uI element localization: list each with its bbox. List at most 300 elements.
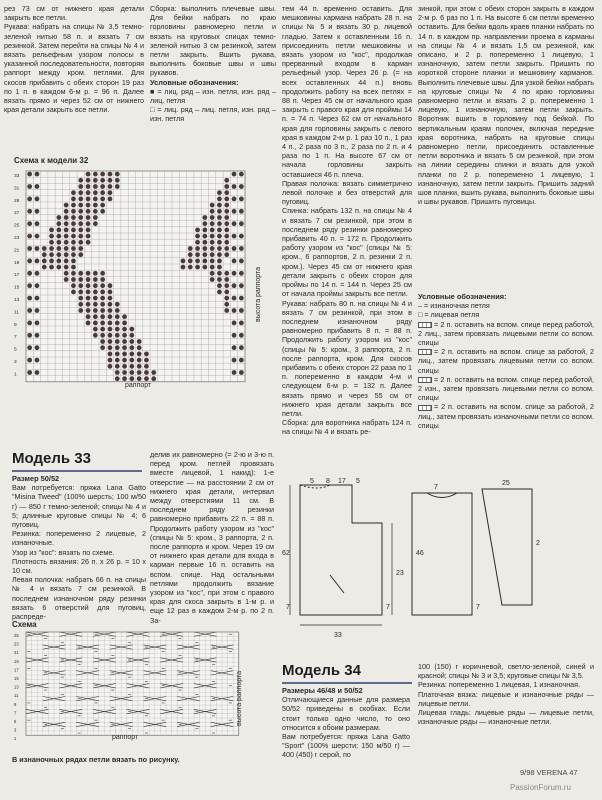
stitch-dot [188, 252, 193, 257]
paragraph: Лицевая гладь: лицевые ряды — лицевые петли, изнаночные ряды — изнаночные петли. [418, 708, 594, 727]
stitch-dot [239, 358, 244, 363]
stitch-dot [224, 277, 229, 282]
stitch-dot [129, 339, 134, 344]
paragraph: Резинка: попеременно 2 лицевые, 2 изнаночные. [12, 529, 146, 548]
stitch-dot [78, 190, 83, 195]
stitch-dot [56, 259, 61, 264]
stitch-dot [78, 290, 83, 295]
dim-label: 7 [434, 484, 438, 491]
stitch-dot [108, 358, 113, 363]
stitch-dot [49, 240, 54, 245]
dim-label: 2 [536, 540, 540, 547]
watermark: PassionForum.ru [510, 783, 571, 792]
stitch-dot [115, 178, 120, 183]
schema33-grid [12, 630, 274, 762]
stitch-dot [64, 209, 69, 214]
stitch-dot [71, 252, 76, 257]
stitch-dot [27, 296, 32, 301]
stitch-dot [224, 308, 229, 313]
paragraph: Резинка: попеременно 1 лицевая, 1 изнаночная. [418, 680, 581, 690]
stitch-dot [232, 197, 237, 202]
stitch-dot [210, 246, 215, 251]
paragraph: Сборка: для воротника набрать 124 п. на спицы № 4 и вязать ре- [282, 418, 412, 437]
stitch-dot [115, 308, 120, 313]
stitch-dot [115, 358, 120, 363]
dim-label: 7 [476, 604, 480, 611]
stitch-dot [232, 370, 237, 375]
stitch-dot [239, 308, 244, 313]
stitch-dot [93, 172, 98, 177]
stitch-dot [239, 221, 244, 226]
row-number: 23 [14, 236, 20, 241]
stitch-dot [71, 215, 76, 220]
stitch-dot [27, 246, 32, 251]
stitch-dot [71, 203, 76, 208]
model32-sleeves-text [4, 4, 144, 134]
stitch-dot [93, 314, 98, 319]
row-number: 11 [14, 310, 19, 316]
stitch-dot [195, 252, 200, 257]
stitch-dot [224, 197, 229, 202]
stitch-dot [78, 308, 83, 313]
stitch-dot [27, 308, 32, 313]
stitch-dot [35, 172, 40, 177]
stitch-dot [239, 234, 244, 239]
stitch-dot [115, 184, 120, 189]
paragraph: зинкой, при этом с обеих сторон закрыть в каждом 2-м р. 6 раз по 1 п. На высоте 6 см петли временно оставить. Для бейки вдоль краев планки набрать по 14 п. в каждом пр. направлении проема в карманы на спицы № 4 и вязать 1,5 см резинкой, как описано, и 2 р. попеременно 1 лицевую, 1 изнаночную, затем петли закрыть. Пришить по короткой стороне планки и мешковину карманов. Выполнить плечевые швы. Для узкой бейки набрать на круговые спицы № 4 по краю горловины равномерно петли и вязать 2 р. попеременно 1 лицевую, 1 изнаночную, затем петли закрыть. Воротник вшить в горловину под бейкой. По вертикальным краям полочек, включая передние края воротника, набрать на круговые спицы равномерно петли, присоединить оставленные петли воротника и вязать 5 см резинкой, при этом на линии середины спинки и вязать для узкой планки по 2 р. попеременно 1 лицевую, 1 изнаночную, затем петли закрыть. Пришить задний шов планки, вшить рукава, выполнить боковые швы и швы рукавов. Пришить пуговицы. [418, 4, 594, 207]
stitch-dot [49, 246, 54, 251]
stitch-dot [232, 184, 237, 189]
stitch-dot [108, 321, 113, 326]
stitch-dot [217, 221, 222, 226]
stitch-dot [224, 234, 229, 239]
stitch-dot [210, 221, 215, 226]
stitch-dot [78, 197, 83, 202]
stitch-dot [100, 190, 105, 195]
stitch-dot [122, 321, 127, 326]
stitch-dot [49, 234, 54, 239]
stitch-dot [35, 259, 40, 264]
cable-symbol-icon [418, 377, 432, 383]
stitch-dot [78, 246, 83, 251]
row-number: 27 [14, 211, 20, 217]
stitch-dot [27, 345, 32, 350]
stitch-dot [108, 197, 113, 202]
stitch-dot [100, 302, 105, 307]
model33-continued-text [282, 4, 412, 474]
legend-item: – = изнаночная петля [418, 301, 490, 311]
legend-item: □ = лиц. ряд – лиц. петля, изн. ряд – изн. петля [150, 105, 276, 124]
paragraph: 100 (150) г коричневой, светло-зеленой, синей и красной; спицы № 3 и 3,5; круговые спицы № 3,5. [418, 662, 594, 681]
model32-assembly-text [150, 4, 276, 144]
stitch-dot [93, 221, 98, 226]
stitch-dot [217, 203, 222, 208]
stitch-dot [129, 364, 134, 369]
stitch-dot [108, 302, 113, 307]
stitch-dot [115, 364, 120, 369]
stitch-dot [122, 376, 127, 381]
stitch-dot [210, 252, 215, 257]
stitch-dot [78, 296, 83, 301]
stitch-dot [232, 271, 237, 276]
stitch-dot [78, 184, 83, 189]
dim-label: 23 [396, 570, 404, 577]
stitch-dot [115, 376, 120, 381]
stitch-dot [35, 333, 40, 338]
stitch-dot [232, 308, 237, 313]
stitch-dot [144, 352, 149, 357]
row-number: 25 [14, 633, 19, 638]
stitch-dot [35, 234, 40, 239]
stitch-dot [108, 296, 113, 301]
dim-label: 5 [356, 478, 360, 485]
stitch-dot [86, 277, 91, 282]
stitch-dot [78, 221, 83, 226]
stitch-dot [115, 333, 120, 338]
stitch-dot [232, 246, 237, 251]
stitch-dot [195, 240, 200, 245]
stitch-dot [232, 221, 237, 226]
stitch-dot [224, 283, 229, 288]
stitch-dot [232, 259, 237, 264]
stitch-dot [108, 352, 113, 357]
schema32-title: Схема к модели 32 [14, 156, 89, 165]
row-number: 1 [14, 372, 17, 378]
legend-title: Условные обозначения: [150, 77, 239, 87]
stitch-dot [115, 314, 120, 319]
stitch-dot [217, 234, 222, 239]
stitch-dot [86, 209, 91, 214]
stitch-dot [129, 333, 134, 338]
stitch-dot [100, 203, 105, 208]
stitch-dot [64, 265, 69, 270]
stitch-dot [217, 290, 222, 295]
stitch-dot [202, 215, 207, 220]
dim-label: 7 [286, 604, 290, 611]
dim-label: 7 [386, 604, 390, 611]
row-number: 15 [14, 285, 20, 291]
stitch-dot [137, 358, 142, 363]
stitch-dot [210, 271, 215, 276]
stitch-dot [93, 296, 98, 301]
stitch-dot [56, 234, 61, 239]
pocket-line [330, 575, 344, 593]
stitch-dot [93, 178, 98, 183]
stitch-dot [137, 376, 142, 381]
stitch-dot [27, 209, 32, 214]
stitch-dot [93, 190, 98, 195]
row-number: 29 [14, 198, 20, 204]
stitch-dot [108, 345, 113, 350]
model34-title: Модель 34 [282, 662, 361, 679]
stitch-dot [195, 259, 200, 264]
stitch-dot [122, 370, 127, 375]
stitch-dot [86, 215, 91, 220]
stitch-dot [78, 271, 83, 276]
stitch-dot [100, 345, 105, 350]
stitch-dot [239, 259, 244, 264]
dim-label: 33 [334, 632, 342, 639]
stitch-dot [224, 290, 229, 295]
stitch-dot [202, 259, 207, 264]
dim-label: 5 [310, 478, 314, 485]
sweater-pattern-diagram [282, 475, 598, 645]
stitch-dot [27, 259, 32, 264]
stitch-dot [71, 259, 76, 264]
stitch-dot [100, 290, 105, 295]
stitch-dot [232, 333, 237, 338]
model33-legend [418, 292, 594, 442]
stitch-dot [100, 327, 105, 332]
sizes: Размеры 46/48 и 50/52 [282, 686, 363, 695]
stitch-dot [86, 321, 91, 326]
stitch-dot [202, 246, 207, 251]
stitch-dot [86, 203, 91, 208]
paragraph: Вам потребуется: пряжа Lana Gatto "Sport" (100% шерсти; 150 м/50 г) — 400 (450) г серой, по [282, 732, 410, 760]
row-number: 17 [14, 273, 20, 279]
stitch-dot [56, 215, 61, 220]
stitch-dot [64, 277, 69, 282]
stitch-dot [224, 240, 229, 245]
stitch-dot [181, 259, 186, 264]
stitch-dot [86, 314, 91, 319]
stitch-dot [100, 271, 105, 276]
stitch-dot [151, 376, 156, 381]
stitch-dot [35, 197, 40, 202]
dim-label: 62 [282, 550, 290, 557]
stitch-dot [49, 265, 54, 270]
paragraph: Платочная вязка: лицевые и изнаночные ряды — лицевые петли. [418, 689, 594, 708]
stitch-dot [64, 259, 69, 264]
legend-item: □ = лицевая петля [418, 310, 480, 320]
stitch-dot [129, 352, 134, 357]
stitch-dot [27, 358, 32, 363]
stitch-dot [115, 172, 120, 177]
row-number: 25 [14, 223, 20, 229]
stitch-dot [188, 265, 193, 270]
stitch-dot [71, 290, 76, 295]
stitch-dot [86, 302, 91, 307]
stitch-dot [232, 234, 237, 239]
stitch-dot [210, 203, 215, 208]
stitch-dot [93, 215, 98, 220]
stitch-dot [35, 283, 40, 288]
stitch-dot [108, 283, 113, 288]
stitch-dot [217, 190, 222, 195]
stitch-dot [27, 172, 32, 177]
stitch-dot [78, 277, 83, 282]
stitch-dot [100, 277, 105, 282]
front-piece-outline [300, 485, 382, 615]
stitch-dot [78, 215, 83, 220]
stitch-dot [71, 234, 76, 239]
model34-intro-text [282, 686, 410, 782]
model33-left-front-text [150, 450, 274, 625]
stitch-dot [122, 358, 127, 363]
stitch-dot [100, 283, 105, 288]
stitch-dot [64, 215, 69, 220]
stitch-dot [224, 215, 229, 220]
stitch-dot [217, 277, 222, 282]
dim-label: 46 [416, 550, 424, 557]
stitch-dot [64, 203, 69, 208]
stitch-dot [42, 265, 47, 270]
schema33-note: В изнаночных рядах петли вязать по рисунку. [12, 755, 180, 764]
stitch-dot [71, 265, 76, 270]
stitch-dot [86, 172, 91, 177]
stitch-dot [224, 296, 229, 301]
stitch-dot [100, 172, 105, 177]
stitch-dot [115, 302, 120, 307]
stitch-dot [224, 203, 229, 208]
stitch-dot [108, 364, 113, 369]
stitch-dot [217, 197, 222, 202]
stitch-dot [239, 197, 244, 202]
dim-label: 17 [338, 478, 346, 485]
stitch-dot [86, 184, 91, 189]
row-number: 7 [14, 335, 17, 341]
stitch-dot [71, 277, 76, 282]
stitch-dot [224, 209, 229, 214]
stitch-dot [224, 271, 229, 276]
stitch-dot [27, 184, 32, 189]
stitch-dot [137, 364, 142, 369]
row-number: 3 [14, 727, 17, 733]
paragraph: Отличающиеся данные для размера 50/52 приведены в скобках. Если стоит только одно число, то оно относится к обоим размерам. [282, 695, 410, 732]
stitch-dot [64, 234, 69, 239]
stitch-dot [224, 228, 229, 233]
paragraph: Левая полочка: набрать 66 п. на спицы № 4 и вязать 7 см резинкой. В последнем изнаночном ряду резинки вязать 6 отверстий для пуговиц, распреде- [12, 575, 146, 622]
stitch-dot [224, 302, 229, 307]
stitch-dot [144, 370, 149, 375]
stitch-dot [100, 308, 105, 313]
stitch-dot [122, 352, 127, 357]
stitch-dot [239, 333, 244, 338]
stitch-dot [35, 221, 40, 226]
stitch-dot [93, 302, 98, 307]
stitch-dot [239, 172, 244, 177]
stitch-dot [100, 178, 105, 183]
row-number: 31 [14, 186, 20, 192]
paragraph: Сборка: выполнить плечевые швы. Для бейки набрать по краю горловины равномерно петли и вязать на круговых спицах темно-зеленой нитью 3 см резинкой, затем петли закрыть. Вшить рукава, выполнить боковые швы и швы рукавов. [150, 4, 276, 78]
stitch-dot [202, 240, 207, 245]
stitch-dot [78, 228, 83, 233]
stitch-dot [232, 345, 237, 350]
stitch-dot [93, 333, 98, 338]
stitch-dot [71, 240, 76, 245]
stitch-dot [239, 345, 244, 350]
stitch-dot [56, 240, 61, 245]
stitch-dot [217, 209, 222, 214]
stitch-dot [108, 184, 113, 189]
stitch-dot [78, 240, 83, 245]
schema33-rapport-label: раппорт [112, 734, 139, 741]
row-number: 13 [14, 298, 20, 303]
stitch-dot [210, 277, 215, 282]
stitch-dot [71, 209, 76, 214]
stitch-dot [129, 358, 134, 363]
stitch-dot [100, 333, 105, 338]
stitch-dot [93, 308, 98, 313]
paragraph: Узор из "кос": вязать по схеме. [12, 547, 115, 557]
stitch-dot [100, 321, 105, 326]
stitch-dot [239, 370, 244, 375]
stitch-dot [195, 246, 200, 251]
stitch-dot [188, 259, 193, 264]
legend-item: = 2 п. оставить на вспом. спице за работой, 2 лиц., затем провязать изнаночными петли со вспом. спицы [418, 402, 594, 430]
stitch-dot [217, 240, 222, 245]
model33-title: Модель 33 [12, 450, 91, 467]
stitch-dot [86, 197, 91, 202]
stitch-dot [78, 178, 83, 183]
stitch-dot [137, 370, 142, 375]
stitch-dot [210, 209, 215, 214]
stitch-dot [93, 271, 98, 276]
stitch-dot [49, 252, 54, 257]
stitch-dot [64, 221, 69, 226]
stitch-dot [93, 327, 98, 332]
stitch-dot [42, 259, 47, 264]
stitch-dot [56, 252, 61, 257]
stitch-dot [224, 221, 229, 226]
row-number: 5 [14, 719, 17, 724]
row-number: 33 [14, 174, 20, 179]
stitch-dot [86, 290, 91, 295]
paragraph: Рукава: набрать на спицы № 3,5 темно-зеленой нитью 58 п. и вязать 7 см резинкой. Затем перейти на спицы № 4 и вязать рельефным узором полосы в указанной последовательности, повторяя раппорт между кром. петлями. Для скосов прибавить с обеих сторон 19 раз по 1 п. в каждом 6-м р. = 96 п. Далее вязать прямо и через 52 см от нижнего края детали закрыть все петли. [4, 22, 144, 115]
stitch-dot [217, 259, 222, 264]
paragraph: делив их равномерно (= 2-ю и 3-ю п. перед кром. петлей провязать вместе лицевой, 1 накид): 1-е отверстие — на расстоянии 2 см от нижнего края детали, интервал между отверстиями 11 см. В последнем ряду резинки равномерно прибавить 22 п. = 88 п. Продолжить работу узором из "кос" (спицы № 5: кром., 3 раппорта, 2 п. после раппорта и кром. Через 19 см от нижнего края детали для входа в карман первые 16 п. оставить на вспом. спице. Над остальными петлями продолжить вязание узором из "кос", при этом с правого края для скоса закрыть в 1-м р. и еще 12 раз в каждом 2-м р. по 2 п. За- [150, 450, 274, 625]
cable-symbol-icon [418, 322, 432, 328]
stitch-dot [100, 296, 105, 301]
back-neck-curve [427, 493, 457, 498]
stitch-dot [56, 228, 61, 233]
stitch-dot [108, 339, 113, 344]
stitch-dot [232, 321, 237, 326]
stitch-dot [232, 283, 237, 288]
stitch-dot [224, 178, 229, 183]
legend-item: = 2 п. оставить на вспом. спице перед работой, 2 изн., затем провязать лицевыми петли со вспом. спицы [418, 374, 594, 403]
stitch-dot [100, 339, 105, 344]
stitch-dot [35, 321, 40, 326]
stitch-dot [42, 246, 47, 251]
stitch-dot [86, 308, 91, 313]
stitch-dot [210, 215, 215, 220]
stitch-dot [232, 172, 237, 177]
stitch-dot [27, 321, 32, 326]
stitch-dot [35, 271, 40, 276]
stitch-dot [35, 358, 40, 363]
stitch-dot [122, 339, 127, 344]
stitch-dot [49, 228, 54, 233]
stitch-dot [35, 308, 40, 313]
model33-collar-text [418, 4, 594, 290]
stitch-dot [56, 265, 61, 270]
stitch-dot [64, 246, 69, 251]
stitch-dot [86, 221, 91, 226]
stitch-dot [27, 370, 32, 375]
stitch-dot [195, 265, 200, 270]
legend-item: = 2 п. оставить на вспом. спице перед работой, 2 лиц., затем провязать лицевыми петли со вспом. спицы [418, 319, 594, 348]
model34-materials-text [418, 662, 594, 772]
schema32-grid [12, 167, 272, 389]
paragraph: Вам потребуется: пряжа Lana Gatto "Misina Tweed" (100% шерсть; 100 м/50 г) — 850 г темно-зеленой; спицы № 4 и 5; длинные круговые спицы № 4; 6 пуговиц. [12, 483, 146, 530]
stitch-dot [108, 327, 113, 332]
cable-symbol-icon [418, 405, 432, 411]
row-number: 3 [14, 360, 17, 365]
stitch-dot [151, 370, 156, 375]
paragraph: рез 73 см от нижнего края детали закрыть все петли. [4, 4, 144, 23]
stitch-dot [27, 197, 32, 202]
